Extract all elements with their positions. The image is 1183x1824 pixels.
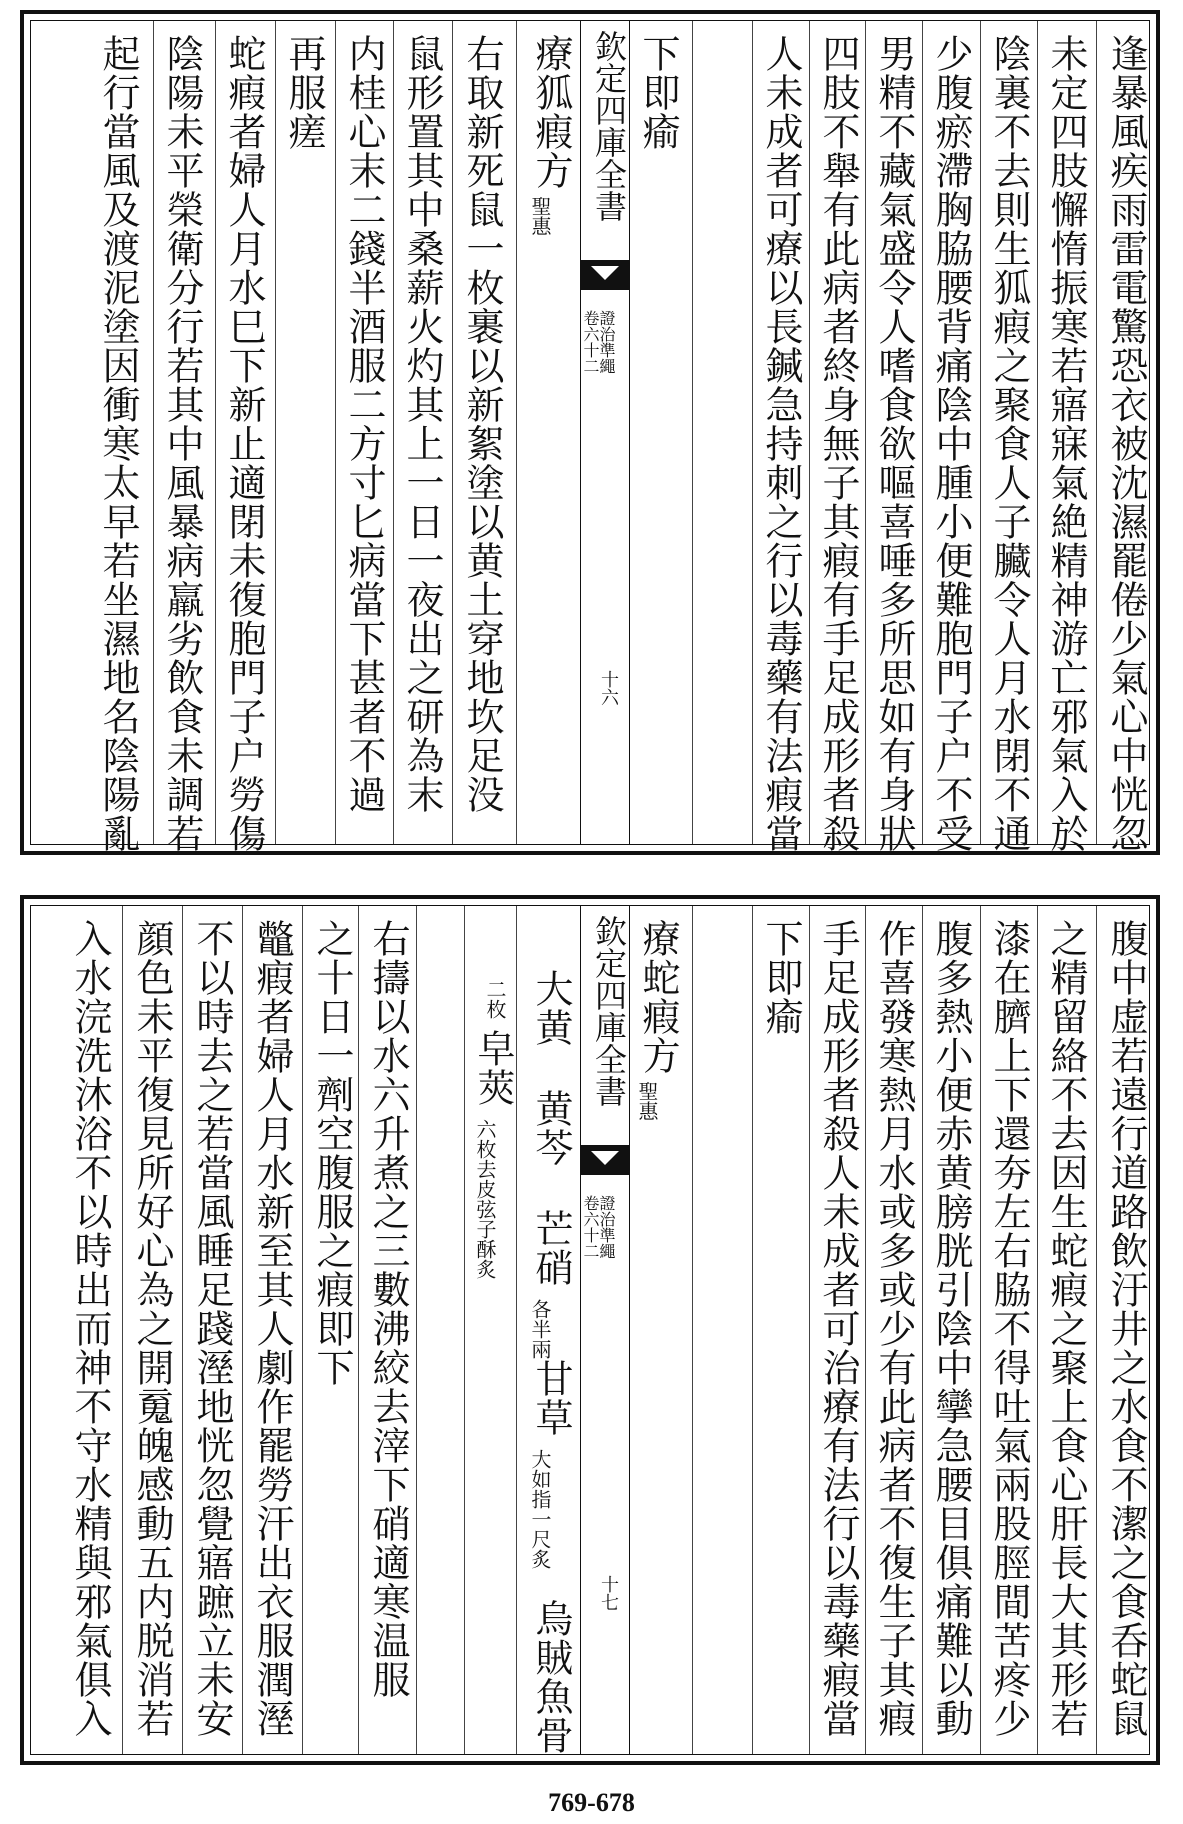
ingredient-1: 大黄 (529, 969, 573, 1047)
lower-left-col-5: 顔色未平復見所好心為之開䰟魄感動五内脱消若 (130, 919, 174, 1738)
lower-left-col-6: 入水浣洗沐浴不以時出而神不守水精與邪氣俱入 (68, 919, 112, 1738)
lower-left-col-3: 鼈瘕者婦人月水新至其人劇作罷勞汗出衣服潤溼 (250, 919, 294, 1738)
column-rule (182, 905, 183, 1755)
column-rule (1096, 20, 1097, 845)
column-rule (393, 20, 394, 845)
page-number: 十七 (598, 1575, 619, 1611)
ingredient-3-note: 各半兩 (528, 1299, 552, 1359)
column-rule (275, 20, 276, 845)
column-rule (452, 20, 453, 845)
lower-left-col-4: 不以時去之若當風睡足踐溼地恍忽覺寤蹠立未安 (190, 919, 234, 1738)
column-rule (1037, 20, 1038, 845)
center-strip (580, 20, 630, 845)
lower-right-col-1: 腹中虚若遠行道路飲汙井之水食不潔之食呑蛇鼠 (1104, 919, 1148, 1738)
lower-right-col-2: 之精留絡不去因生蛇瘕之聚上食心肝長大其形若 (1044, 919, 1088, 1738)
upper-right-col-3: 陰裏不去則生狐瘕之聚食人子臟令人月水閉不通 (987, 34, 1031, 853)
source-title: 證治準繩 (597, 310, 616, 374)
lower-right-col-5: 作喜發寒熱月水或多或少有此病者不復生子其瘕 (872, 919, 916, 1738)
column-rule (922, 905, 923, 1755)
source-volume: 卷六十二 (581, 310, 600, 374)
column-rule (922, 20, 923, 845)
upper-left-col-1: 右取新死鼠一枚裹以新絮塗以黄土穿地坎足没 (460, 34, 504, 814)
ingredient-3: 芒硝 (529, 1209, 573, 1287)
upper-right-col-5: 男精不藏氣盛令人嗜食欲嘔喜唾多所思如有身狀 (872, 34, 916, 853)
ingredient-6-count: 二枚 (483, 979, 507, 1019)
lower-recipe-source: 聖惠 (635, 1081, 659, 1121)
column-rule (752, 905, 753, 1755)
ingredient-6: 皁莢 (471, 1029, 515, 1107)
upper-right-col-6: 四肢不舉有此病者終身無子其瘕有手足成形者殺 (816, 34, 860, 853)
column-rule (1037, 905, 1038, 1755)
column-rule (516, 905, 517, 1755)
source-title: 證治準繩 (597, 1195, 616, 1259)
ingredient-2: 黄芩 (529, 1089, 573, 1167)
page-number: 十六 (598, 670, 619, 706)
recipe-source: 聖惠 (528, 196, 552, 236)
lower-right-col-4: 腹多熱小便赤黄膀胱引陰中攣急腰目俱痛難以動 (929, 919, 973, 1738)
upper-left-col-4: 再服瘥 (282, 34, 326, 151)
column-rule (1096, 905, 1097, 1755)
column-rule (692, 20, 693, 845)
column-rule (242, 905, 243, 1755)
upper-left-col-2: 鼠形置其中桑薪火灼其上一日一夜出之研為末 (400, 34, 444, 814)
lower-left-col-1: 右擣以水六升煮之三數沸絞去滓下硝適寒温服 (366, 919, 410, 1699)
ingredient-4-note: 大如指一尺炙 (528, 1449, 552, 1569)
column-rule (865, 20, 866, 845)
upper-right-col-4: 少腹瘀滯胸脇腰背痛陰中腫小便難胞門子户不受 (929, 34, 973, 853)
column-rule (464, 905, 465, 1755)
lower-right-col-7: 下即瘉 (759, 919, 803, 1036)
page-code: 769-678 (548, 1788, 635, 1817)
upper-right-col-1: 逢暴風疾雨雷電驚恐衣被沈濕罷倦少氣心中恍忽 (1104, 34, 1148, 853)
column-rule (416, 905, 417, 1755)
book-title: 欽定四庫全書 (590, 915, 628, 1107)
column-rule (516, 20, 517, 845)
upper-leaf (20, 10, 1160, 855)
upper-right-col-7: 人未成者可療以長鍼急持刺之行以毒藥有法瘕當 (759, 34, 803, 853)
column-rule (752, 20, 753, 845)
ingredient-4: 甘草 (529, 1359, 573, 1437)
column-rule (335, 20, 336, 845)
upper-left-col-7: 起行當風及渡泥塗因衝寒太早若坐濕地名陰陽亂 (96, 34, 140, 853)
center-strip (580, 905, 630, 1755)
column-rule (865, 905, 866, 1755)
book-title: 欽定四庫全書 (590, 30, 628, 222)
ingredient-6-note: 六枚去皮弦子酥炙 (473, 1119, 497, 1279)
lower-recipe-title: 療蛇瘕方 (636, 919, 680, 1075)
upper-xia-ji-yu: 下即瘉 (636, 34, 680, 151)
column-rule (153, 20, 154, 845)
lower-right-col-6: 手足成形者殺人未成者可治療有法行以毒藥瘕當 (816, 919, 860, 1738)
column-rule (980, 905, 981, 1755)
upper-left-col-3: 内桂心末二錢半酒服二方寸匕病當下甚者不過 (342, 34, 386, 814)
column-rule (302, 905, 303, 1755)
column-rule (215, 20, 216, 845)
upper-right-col-2: 未定四肢懈惰振寒若寤寐氣絶精神游亡邪氣入於 (1044, 34, 1088, 853)
column-rule (358, 905, 359, 1755)
column-rule (809, 20, 810, 845)
upper-left-col-6: 陰陽未平榮衛分行若其中風暴病羸劣飲食未調若 (160, 34, 204, 853)
column-rule (980, 20, 981, 845)
column-rule (692, 905, 693, 1755)
fish-tail-ornament (581, 1145, 629, 1175)
ingredient-5: 烏賊魚骨 (529, 1599, 573, 1755)
lower-left-col-2: 之十日一劑空腹服之瘕即下 (310, 919, 354, 1387)
column-rule (809, 905, 810, 1755)
column-rule (122, 905, 123, 1755)
lower-right-col-3: 漆在臍上下還夯左右脇不得吐氣兩股脛間苦疼少 (987, 919, 1031, 1738)
source-volume: 卷六十二 (581, 1195, 600, 1259)
fish-tail-ornament (581, 260, 629, 290)
upper-left-col-5: 蛇瘕者婦人月水巳下新止適閉未復胞門子户勞傷 (222, 34, 266, 853)
recipe-title: 療狐瘕方 (529, 34, 573, 190)
lower-leaf (20, 895, 1160, 1765)
